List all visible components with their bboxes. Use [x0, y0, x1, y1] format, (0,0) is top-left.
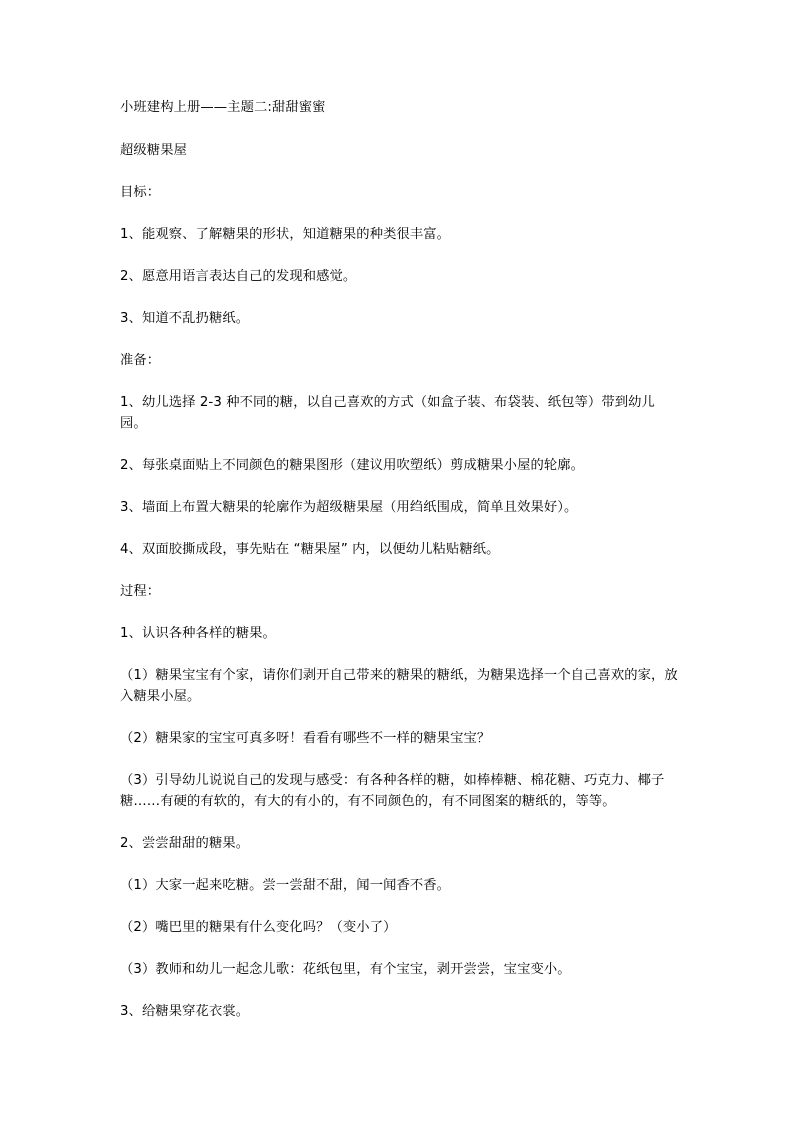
process-heading: 过程：: [120, 584, 161, 599]
process-item: （1）大家一起来吃糖。尝一尝甜不甜，闻一闻香不香。: [120, 878, 451, 893]
preparation-item: 3、墙面上布置大糖果的轮廓作为超级糖果屋（用绉纸围成，简单且效果好）。: [120, 500, 578, 515]
goal-item: 3、知道不乱扔糖纸。: [120, 311, 250, 326]
process-item: 2、尝尝甜甜的糖果。: [120, 836, 250, 851]
process-item: 3、给糖果穿花衣裳。: [120, 1004, 250, 1019]
preparation-item: 2、每张桌面贴上不同颜色的糖果图形（建议用吹塑纸）剪成糖果小屋的轮廓。: [120, 458, 585, 473]
goal-item: 1、能观察、了解糖果的形状，知道糖果的种类很丰富。: [120, 227, 451, 242]
process-item: （2）糖果家的宝宝可真多呀！看看有哪些不一样的糖果宝宝？: [120, 731, 491, 746]
goals-heading: 目标：: [120, 185, 161, 200]
process-item: （3）教师和幼儿一起念儿歌：花纸包里，有个宝宝，剥开尝尝，宝宝变小。: [120, 962, 571, 977]
process-item: （2）嘴巴里的糖果有什么变化吗？（变小了）: [120, 920, 397, 935]
process-item: （1）糖果宝宝有个家，请你们剥开自己带来的糖果的糖纸，为糖果选择一个自己喜欢的家，放入糖果小屋。: [120, 668, 678, 704]
preparation-heading: 准备：: [120, 353, 161, 368]
process-item: 1、认识各种各样的糖果。: [120, 626, 276, 641]
preparation-item: 4、双面胶撕成段，事先贴在 “糖果屋” 内，以便幼儿粘贴糖纸。: [120, 542, 500, 557]
lesson-name: 超级糖果屋: [120, 143, 187, 158]
goal-item: 2、愿意用语言表达自己的发现和感觉。: [120, 269, 357, 284]
preparation-item: 1、幼儿选择 2-3 种不同的糖，以自己喜欢的方式（如盒子装、布袋装、纸包等）带到幼儿园。: [120, 395, 655, 431]
process-item: （3）引导幼儿说说自己的发现与感受：有各种各样的糖，如棒棒糖、棉花糖、巧克力、椰子糖……有硬的有软的，有大的有小的，有不同颜色的，有不同图案的糖纸的，等等。: [120, 773, 665, 809]
document-title: 小班建构上册——主题二:甜甜蜜蜜: [120, 100, 326, 115]
